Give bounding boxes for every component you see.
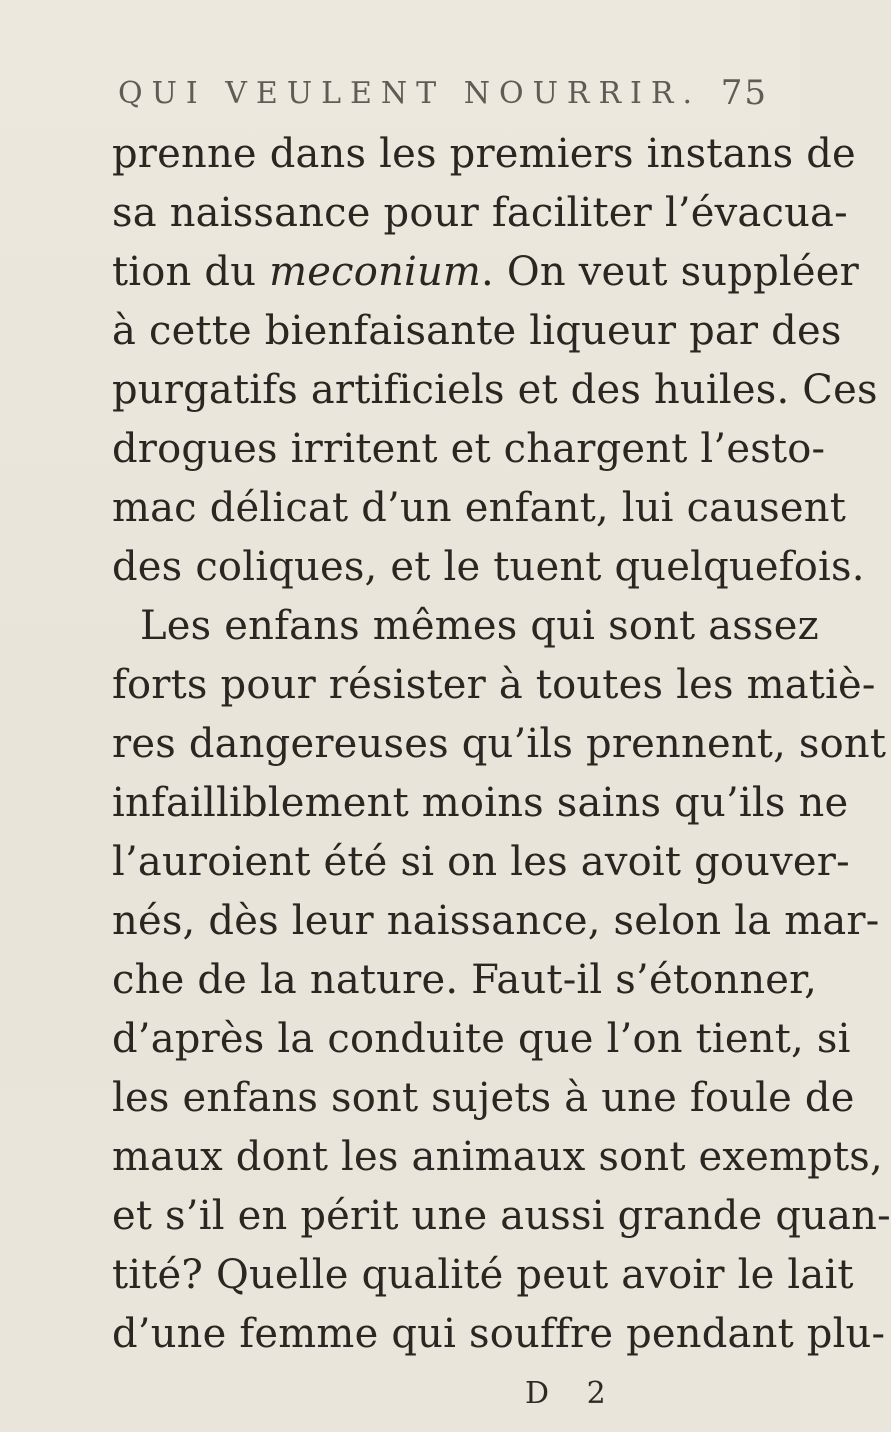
text-line: forts pour résister à toutes les matiè- <box>112 662 876 708</box>
text-line: res dangereuses qu’ils prennent, sont <box>112 721 887 767</box>
text-line: d’après la conduite que l’on tient, si <box>112 1016 851 1062</box>
text-line: purgatifs artificiels et des huiles. Ces <box>112 367 878 413</box>
text-line: des coliques, et le tuent quelquefois. <box>112 544 865 590</box>
text-line: che de la nature. Faut-il s’étonner, <box>112 957 818 1003</box>
text-line: tité? Quelle qualité peut avoir le lait <box>112 1252 854 1298</box>
running-head-title: QUI VEULENT NOURRIR. <box>118 75 702 111</box>
text-line-start: tion du <box>112 249 270 295</box>
text-line: sa naissance pour faciliter l’évacua- <box>112 190 848 236</box>
text-line: infailliblement moins sains qu’ils ne <box>112 780 849 826</box>
meconium-italic: meconium <box>269 249 482 295</box>
text-line: à cette bienfaisante liqueur par des <box>112 308 842 354</box>
running-head <box>118 68 768 118</box>
text-line-end: . On veut suppléer <box>481 249 859 295</box>
signature-mark: D 2 <box>525 1376 620 1411</box>
text-line: les enfans sont sujets à une foule de <box>112 1075 855 1121</box>
text-line: d’une femme qui souffre pendant plu- <box>112 1311 886 1357</box>
text-line: prenne dans les premiers instans de <box>112 131 856 177</box>
text-line <box>112 243 859 302</box>
text-line: drogues irritent et chargent l’esto- <box>112 426 826 472</box>
body-text <box>112 125 891 1364</box>
text-line: maux dont les animaux sont exempts, <box>112 1134 883 1180</box>
text-line: mac délicat d’un enfant, lui causent <box>112 485 847 531</box>
text-line: et s’il en périt une aussi grande quan- <box>112 1193 891 1239</box>
text-line: Les enfans mêmes qui sont assez <box>140 603 819 649</box>
page-number: 75 <box>720 73 768 113</box>
text-line: l’auroient été si on les avoit gouver- <box>112 839 850 885</box>
text-line: nés, dès leur naissance, selon la mar- <box>112 898 880 944</box>
